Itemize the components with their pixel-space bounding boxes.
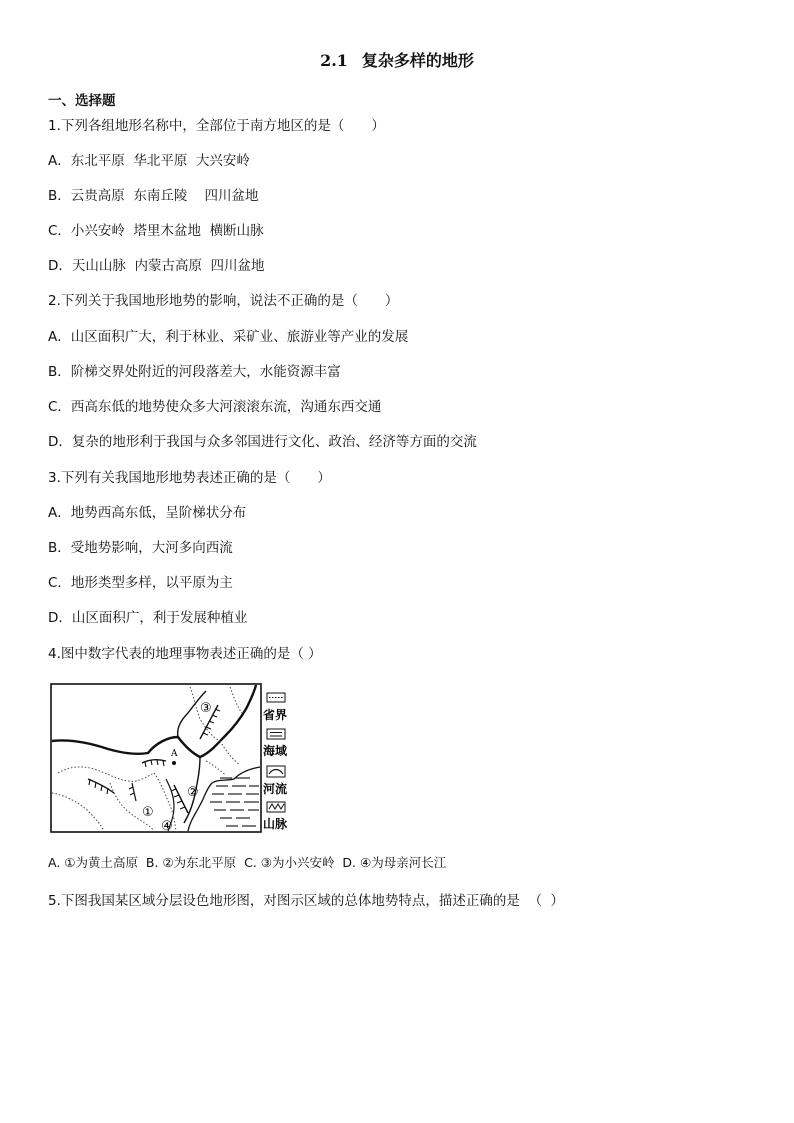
label-2: ②: [187, 785, 199, 800]
legend-mountain: 山脉: [263, 817, 288, 831]
page-title: [0, 48, 794, 71]
legend-sea: 海域: [263, 744, 288, 758]
q2-option-a: A．山区面积广大，利于林业、采矿业、旅游业等产业的发展: [48, 329, 409, 345]
q4-stem: 4.图中数字代表的地理事物表述正确的是（ ）: [48, 646, 322, 662]
q4-options: A. ①为黄土高原 B. ②为东北平原 C. ③为小兴安岭 D. ④为母亲河长江: [48, 855, 447, 870]
map-legend: [263, 693, 288, 831]
q3-option-d: D．山区面积广，利于发展种植业: [48, 610, 248, 626]
q5-stem: 5.下图我国某区域分层设色地形图，对图示区域的总体地势特点，描述正确的是 （ ）: [48, 893, 565, 909]
title-text: 复杂多样的地形: [361, 51, 474, 70]
q3-option-b: B．受地势影响，大河多向西流: [48, 540, 233, 556]
q1-option-a: A．东北平原 华北平原 大兴安岭: [48, 153, 250, 169]
q1-option-d: D．天山山脉 内蒙古高原 四川盆地: [48, 258, 265, 274]
point-a-marker: [172, 761, 176, 765]
q3-option-c: C．地形类型多样，以平原为主: [48, 575, 233, 591]
point-a-label: A: [171, 749, 178, 759]
q1-option-c: C．小兴安岭 塔里木盆地 横断山脉: [48, 223, 264, 239]
q1-option-b: B．云贵高原 东南丘陵 四川盆地: [48, 188, 259, 204]
q2-stem: 2.下列关于我国地形地势的影响，说法不正确的是（ ）: [48, 293, 399, 309]
label-3: ③: [200, 701, 212, 716]
q3-option-a: A．地势西高东低，呈阶梯状分布: [48, 505, 247, 521]
section-heading: 一、选择题: [48, 93, 116, 109]
label-4: ④: [161, 819, 173, 834]
legend-province: 省界: [263, 708, 288, 722]
label-1: ①: [142, 805, 154, 820]
region-map: [50, 683, 298, 835]
q3-stem: 3.下列有关我国地形地势表述正确的是（ ）: [48, 470, 331, 486]
q2-option-c: C．西高东低的地势使众多大河滚滚东流，沟通东西交通: [48, 399, 382, 415]
title-number: 2.1: [320, 51, 348, 70]
q2-option-d: D．复杂的地形利于我国与众多邻国进行文化、政治、经济等方面的交流: [48, 434, 477, 450]
q2-option-b: B．阶梯交界处附近的河段落差大，水能资源丰富: [48, 364, 341, 380]
q1-stem: 1.下列各组地形名称中，全部位于南方地区的是（ ）: [48, 118, 385, 134]
legend-river: 河流: [263, 782, 288, 796]
